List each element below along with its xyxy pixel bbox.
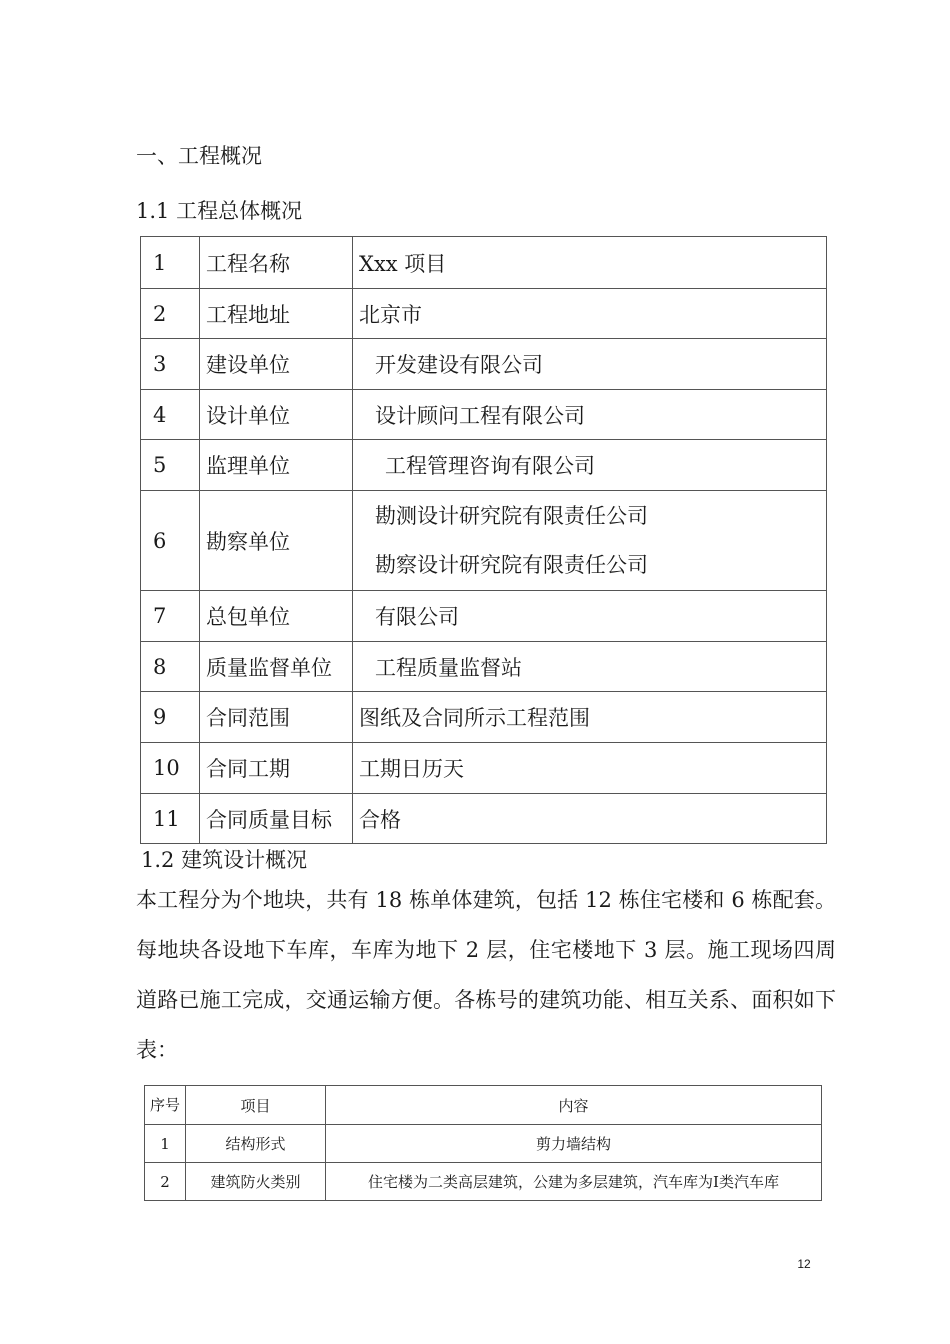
table-row	[141, 440, 827, 491]
value-line: 勘察设计研究院有限责任公司	[375, 552, 648, 577]
table-row	[141, 794, 827, 844]
row-label: 监理单位	[200, 440, 353, 491]
row-label: 工程地址	[200, 289, 353, 339]
subsection-title-design: 1.2 建筑设计概况	[141, 848, 308, 872]
row-number: 2	[145, 1163, 186, 1201]
row-number: 1	[145, 1125, 186, 1163]
row-item: 结构形式	[186, 1125, 326, 1163]
table-row	[141, 491, 827, 591]
row-number: 8	[141, 642, 200, 692]
row-label: 合同范围	[200, 692, 353, 743]
table-row	[141, 289, 827, 339]
row-number: 7	[141, 591, 200, 642]
table-row	[141, 237, 827, 289]
row-number: 3	[141, 339, 200, 390]
row-number: 2	[141, 289, 200, 339]
table-row	[145, 1125, 822, 1163]
table-row	[141, 642, 827, 692]
row-label: 设计单位	[200, 390, 353, 440]
row-value: 工程管理咨询有限公司	[353, 440, 827, 491]
row-number: 4	[141, 390, 200, 440]
row-label: 质量监督单位	[200, 642, 353, 692]
row-label: 工程名称	[200, 237, 353, 289]
row-number: 11	[141, 794, 200, 844]
row-label: 建设单位	[200, 339, 353, 390]
row-content: 住宅楼为二类高层建筑，公建为多层建筑，汽车库为Ⅰ类汽车库	[326, 1163, 822, 1201]
row-number: 1	[141, 237, 200, 289]
row-value	[353, 491, 827, 591]
header-seq: 序号	[145, 1086, 186, 1125]
subsection-title-overview: 1.1 工程总体概况	[136, 199, 303, 223]
row-value: Xxx 项目	[353, 237, 827, 289]
row-value: 开发建设有限公司	[353, 339, 827, 390]
page-number: 12	[797, 1257, 811, 1271]
row-value: 设计顾问工程有限公司	[353, 390, 827, 440]
row-value: 有限公司	[353, 591, 827, 642]
row-number: 5	[141, 440, 200, 491]
table-row	[141, 390, 827, 440]
table-row	[141, 692, 827, 743]
row-number: 9	[141, 692, 200, 743]
row-value: 工期日历天	[353, 743, 827, 794]
table-row	[141, 743, 827, 794]
row-value: 工程质量监督站	[353, 642, 827, 692]
table-row	[145, 1163, 822, 1201]
project-overview-table	[140, 236, 827, 844]
value-line: 勘测设计研究院有限责任公司	[375, 503, 648, 528]
row-label: 合同质量目标	[200, 794, 353, 844]
row-value: 合格	[353, 794, 827, 844]
table-row	[141, 591, 827, 642]
row-value: 北京市	[353, 289, 827, 339]
row-label: 勘察单位	[200, 491, 353, 591]
row-number: 10	[141, 743, 200, 794]
table-header-row	[145, 1086, 822, 1125]
row-value: 图纸及合同所示工程范围	[353, 692, 827, 743]
design-overview-table	[144, 1085, 822, 1201]
header-content: 内容	[326, 1086, 822, 1125]
design-description: 本工程分为个地块，共有 18 栋单体建筑，包括 12 栋住宅楼和 6 栋配套。每地块各设地下车库，车库为地下 2 层，住宅楼地下 3 层。施工现场四周道路已施工完成，交通运输方便。各栋号的建筑功能、相互关系、面积如下表：	[136, 888, 836, 1062]
header-item: 项目	[186, 1086, 326, 1125]
row-label: 总包单位	[200, 591, 353, 642]
table-row	[141, 339, 827, 390]
row-item: 建筑防火类别	[186, 1163, 326, 1201]
row-content: 剪力墙结构	[326, 1125, 822, 1163]
row-label: 合同工期	[200, 743, 353, 794]
row-number: 6	[141, 491, 200, 591]
section-title: 一、工程概况	[136, 144, 262, 168]
